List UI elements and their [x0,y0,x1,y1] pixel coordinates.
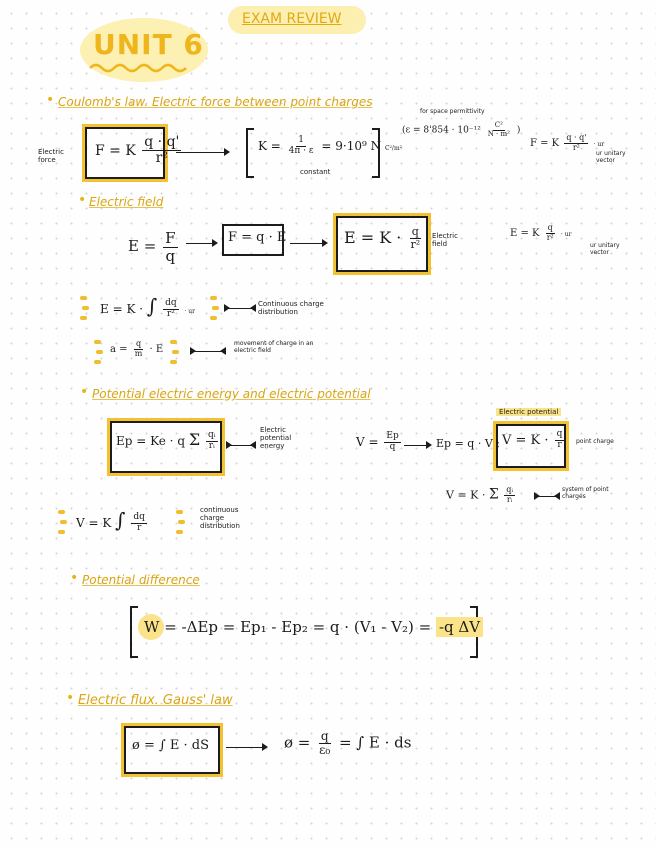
coulomb-num: q · q' [144,134,180,150]
highlight-dash [210,316,217,320]
difference-bracket-left [130,606,138,658]
permittivity-note: for space permittivity [420,108,485,115]
electric-force-label: Electric force [38,148,64,164]
section-title-coulomb: Coulomb's law. Electric force between point charges [58,95,373,109]
highlight-dash [94,360,101,364]
field-e-formula: E = $\frac{F}{q}$ [128,229,176,265]
point-charge-note: point charge [576,438,614,445]
arrow [226,747,266,748]
highlight-dash [96,350,103,354]
potential-point-formula: V = K · $\frac{q}{r}$ [502,429,563,450]
flux-formula-box: ø = ∫ E · dS [132,738,210,753]
highlight-dash [212,306,219,310]
bullet: • [78,192,87,208]
coulomb-den: r² [155,150,168,167]
highlight-dash [58,510,65,514]
highlight-dash [94,340,101,344]
electric-potential-label: Electric potential [496,408,561,416]
permittivity-value: (ε = 8'854 · 10⁻¹² $\frac{\text{C²}}{\text{N · m²}}$ ) [402,121,521,138]
arrow [536,496,558,497]
coulomb-unitary-note: ur unitary vector [596,150,626,164]
work-symbol: W [144,618,160,636]
electric-field-label: Electric field [432,232,458,248]
highlight-dash [80,316,87,320]
unit-title: UNIT 6 [93,28,204,61]
field-main-formula: E = K · $\frac{q}{\text{r²}}$ [344,225,421,252]
k-constant-label: constant [300,168,331,176]
highlight-dash [82,306,89,310]
arrow [290,243,326,244]
potential-v2-formula: Ep = q · V ; [436,437,500,450]
arrow [176,152,228,153]
field-force-formula: F = q · E [228,230,287,245]
highlight-dash [80,296,87,300]
section-title-field: Electric field [89,195,164,209]
highlight-dash [176,510,183,514]
arrow [186,243,216,244]
coulomb-formula: F = K $\frac{q \cdot q'}{\text{r²}}$ [95,134,180,167]
difference-result: -q ΔV [436,617,483,637]
field-movement-formula: a = $\frac{q}{m}$ · E [110,339,164,358]
bullet: • [80,384,89,400]
potential-energy-formula: Ep = Ke · q Σ $\frac{\text{qᵢ}}{\text{rᵢ}}$ [116,430,216,451]
highlight-dash [172,350,179,354]
highlight-dash [210,296,217,300]
movement-note: movement of charge in an electric field [234,340,314,354]
potential-v1-formula: V = $\frac{Ep}{q}$ [356,431,399,452]
potential-system-formula: V = K · Σ $\frac{\text{qᵢ}}{\text{rᵢ}}$ [446,485,514,504]
highlight-dash [58,530,65,534]
k-bracket-left [246,128,254,178]
bullet: • [66,690,75,706]
bullet: • [70,570,79,586]
continuous-note: Continuous charge distribution [258,300,324,316]
highlight-dash [170,360,177,364]
system-note: system of point charges [562,486,609,500]
k-constant: K = $\frac{1}{4\pi \cdot \varepsilon}$ = 9·10⁹ N C²/m² [258,135,403,156]
highlight-dash [170,340,177,344]
unit-underline [88,62,198,74]
bullet: • [46,92,55,108]
field-vector-formula: E = K $\frac{q}{\text{r²}}$ · ur [510,223,572,242]
section-title-potential: Potential electric energy and electric potential [92,387,371,401]
highlight-dash [60,520,67,524]
coulomb-vector-formula: F = K $\frac{q \cdot q'}{\text{r²}}$ · ur [530,133,605,152]
arrow [192,351,224,352]
exam-title: EXAM REVIEW [242,11,342,27]
continuous-distribution-note: continuous charge distribution [200,506,240,530]
field-continuous-formula: E = K · ∫ $\frac{dq}{\text{r²}}$ · ur [100,294,196,319]
section-title-difference: Potential difference [82,573,200,587]
arrow [404,445,430,446]
highlight-dash [178,520,185,524]
difference-formula: W = -ΔEp = Ep₁ - Ep₂ = q · (V₁ - V₂) = -q ΔV [144,618,483,636]
potential-energy-note: Electric potential energy [260,426,292,450]
section-title-flux: Electric flux. Gauss' law [78,693,233,708]
highlight-dash [176,530,183,534]
gauss-formula: ø = $\frac{q}{\text{ε₀}}$ = ∫ E · ds [284,729,412,758]
field-unitary-note: ur unitary vector [590,242,620,256]
arrow [228,445,254,446]
potential-continuous-formula: V = K ∫ $\frac{dq}{r}$ [76,508,145,533]
arrow [226,308,254,309]
